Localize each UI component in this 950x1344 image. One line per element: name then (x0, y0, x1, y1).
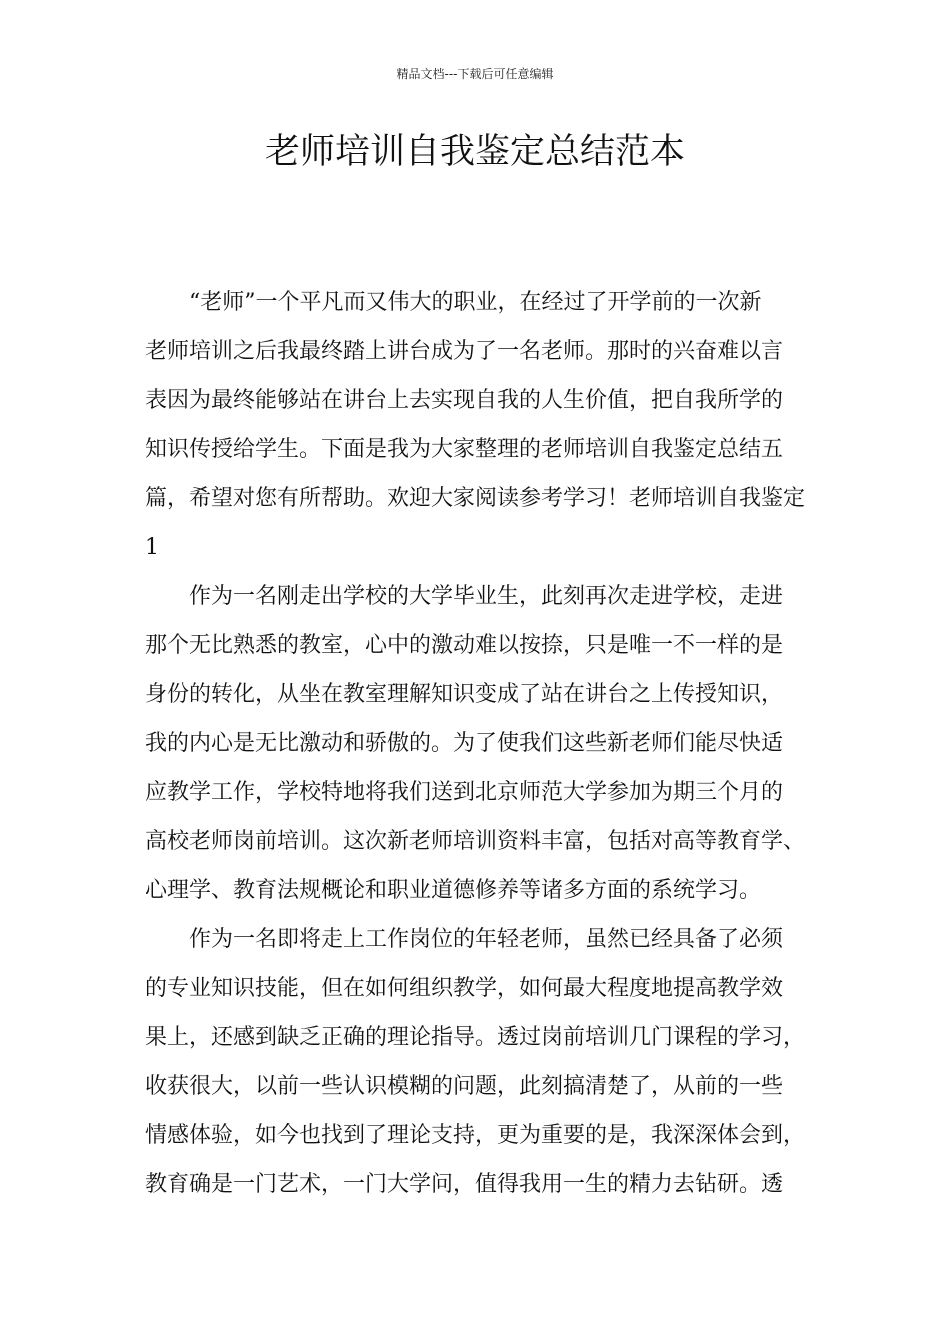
header-note: 精品文档---下载后可任意编辑 (396, 67, 554, 81)
paragraph-line: 心理学、教育法规概论和职业道德修养等诸多方面的系统学习。 (145, 878, 762, 903)
paragraph-line: 知识传授给学生。下面是我为大家整理的老师培训自我鉴定总结五 (145, 437, 784, 462)
paragraph-line: 表因为最终能够站在讲台上去实现自我的人生价值，把自我所学的 (145, 388, 784, 413)
paragraph-line: 作为一名刚走出学校的大学毕业生，此刻再次走进学校，走进 (189, 584, 784, 609)
paragraph (145, 572, 825, 915)
paragraph-line: 身份的转化，从坐在教室理解知识变成了站在讲台之上传授知识， (145, 682, 784, 707)
paragraph-line: 高校老师岗前培训。这次新老师培训资料丰富，包括对高等教育学、 (145, 829, 806, 854)
paragraph-line: 篇，希望对您有所帮助。欢迎大家阅读参考学习！老师培训自我鉴定 (145, 486, 806, 511)
paragraph-line: 应教学工作，学校特地将我们送到北京师范大学参加为期三个月的 (145, 780, 784, 805)
paragraph-line: 老师培训之后我最终踏上讲台成为了一名老师。那时的兴奋难以言 (145, 339, 784, 364)
paragraph (145, 278, 825, 572)
paragraph-line: 情感体验，如今也找到了理论支持，更为重要的是，我深深体会到， (145, 1123, 806, 1148)
paragraph-line: 我的内心是无比激动和骄傲的。为了使我们这些新老师们能尽快适 (145, 731, 784, 756)
paragraph-line: 作为一名即将走上工作岗位的年轻老师，虽然已经具备了必须 (189, 927, 784, 952)
paragraph-line: 收获很大，以前一些认识模糊的问题，此刻搞清楚了，从前的一些 (145, 1074, 784, 1099)
paragraph-line: 那个无比熟悉的教室，心中的激动难以按捺，只是唯一不一样的是 (145, 633, 784, 658)
paragraph (145, 915, 825, 1209)
page-title: 老师培训自我鉴定总结范本 (264, 132, 685, 172)
document-body (145, 278, 825, 1209)
paragraph-line: 教育确是一门艺术，一门大学问，值得我用一生的精力去钻研。透 (145, 1172, 784, 1197)
paragraph-line: 的专业知识技能，但在如何组织教学，如何最大程度地提高教学效 (145, 976, 784, 1001)
paragraph-line: 果上，还感到缺乏正确的理论指导。透过岗前培训几门课程的学习， (145, 1025, 806, 1050)
paragraph-line: “老师”一个平凡而又伟大的职业，在经过了开学前的一次新 (189, 290, 762, 315)
paragraph-line: 1 (145, 535, 159, 560)
